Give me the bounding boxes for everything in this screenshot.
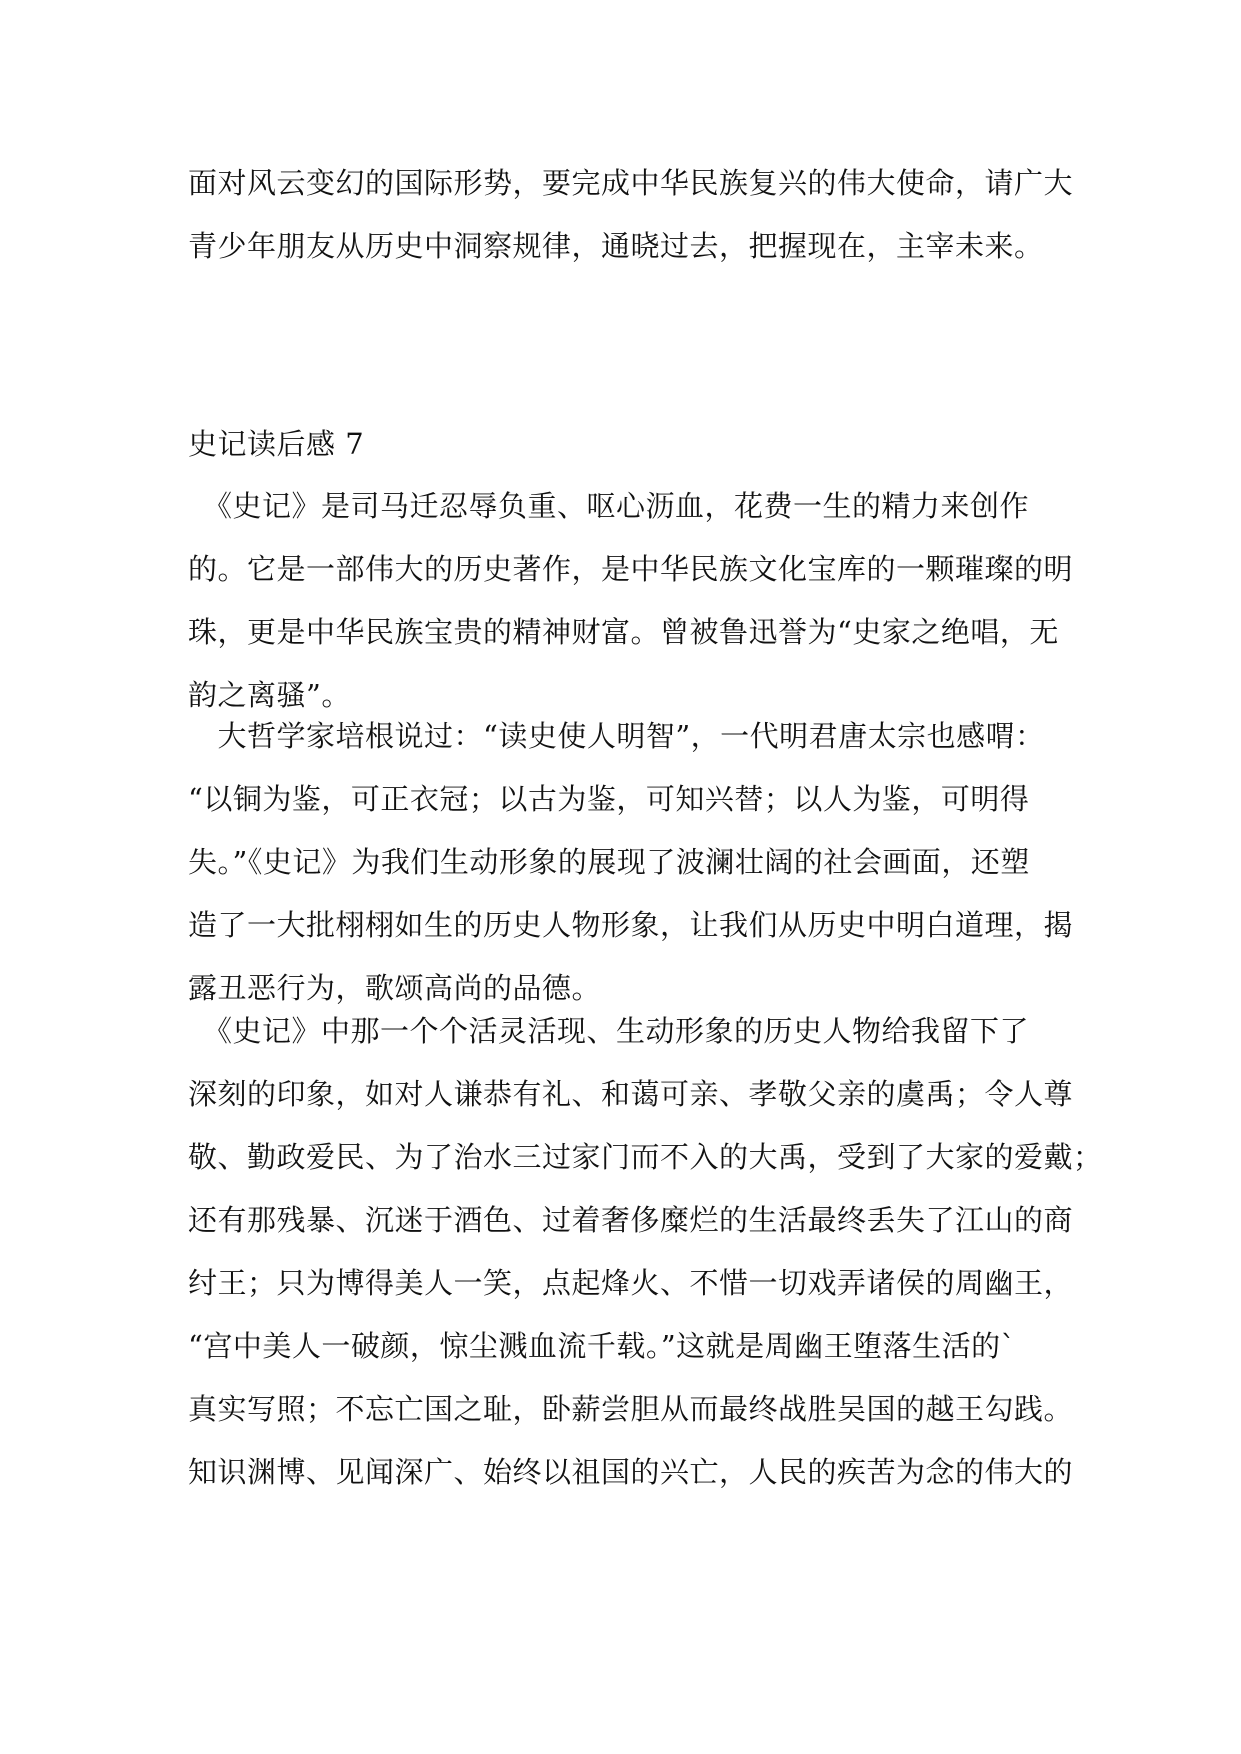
paragraph-line: 深刻的印象，如对人谦恭有礼、和蔼可亲、孝敬父亲的虞禹；令人尊 xyxy=(188,1077,1074,1111)
paragraph-1 xyxy=(188,475,1074,727)
paragraph-line: “宫中美人一破颜，惊尘溅血流千载。”这就是周幽王堕落生活的` xyxy=(188,1329,1016,1363)
paragraph-line: 知识渊博、见闻深广、始终以祖国的兴亡，人民的疾苦为念的伟大的 xyxy=(188,1455,1074,1489)
section-title-block xyxy=(188,413,1058,476)
paragraph-line: 青少年朋友从历史中洞察规律，通晓过去，把握现在，主宰未来。 xyxy=(188,229,1044,263)
section-title: 史记读后感 7 xyxy=(188,427,365,461)
paragraph-line: 还有那残暴、沉迷于酒色、过着奢侈糜烂的生活最终丢失了江山的商 xyxy=(188,1203,1074,1237)
paragraph-line: 造了一大批栩栩如生的历史人物形象，让我们从历史中明白道理，揭 xyxy=(188,908,1074,942)
paragraph-line: 韵之离骚”。 xyxy=(188,678,351,712)
paragraph-line: 的。它是一部伟大的历史著作，是中华民族文化宝库的一颗璀璨的明 xyxy=(188,552,1074,586)
paragraph-2 xyxy=(188,705,1074,1020)
paragraph-line: 敬、勤政爱民、为了治水三过家门而不入的大禹，受到了大家的爱戴； xyxy=(188,1140,1103,1174)
paragraph-line: 真实写照；不忘亡国之耻，卧薪尝胆从而最终战胜吴国的越王勾践。 xyxy=(188,1392,1074,1426)
paragraph-line: 《史记》中那一个个活灵活现、生动形象的历史人物给我留下了 xyxy=(188,1014,1030,1048)
paragraph-line: 大哲学家培根说过：“读史使人明智”，一代明君唐太宗也感喟： xyxy=(188,719,1045,753)
paragraph-line: 珠，更是中华民族宝贵的精神财富。曾被鲁迅誉为“史家之绝唱，无 xyxy=(188,615,1059,649)
paragraph-line: 露丑恶行为，歌颂高尚的品德。 xyxy=(188,971,602,1005)
top-paragraph xyxy=(188,152,1074,278)
paragraph-line: 面对风云变幻的国际形势，要完成中华民族复兴的伟大使命，请广大 xyxy=(188,166,1074,200)
paragraph-3 xyxy=(188,1000,1103,1504)
paragraph-line: 失。”《史记》为我们生动形象的展现了波澜壮阔的社会画面，还塑 xyxy=(188,845,1030,879)
paragraph-line: 《史记》是司马迁忍辱负重、呕心沥血，花费一生的精力来创作 xyxy=(188,489,1030,523)
paragraph-line: 纣王；只为博得美人一笑，点起烽火、不惜一切戏弄诸侯的周幽王， xyxy=(188,1266,1074,1300)
paragraph-line: “以铜为鉴，可正衣冠；以古为鉴，可知兴替；以人为鉴，可明得 xyxy=(188,782,1030,816)
